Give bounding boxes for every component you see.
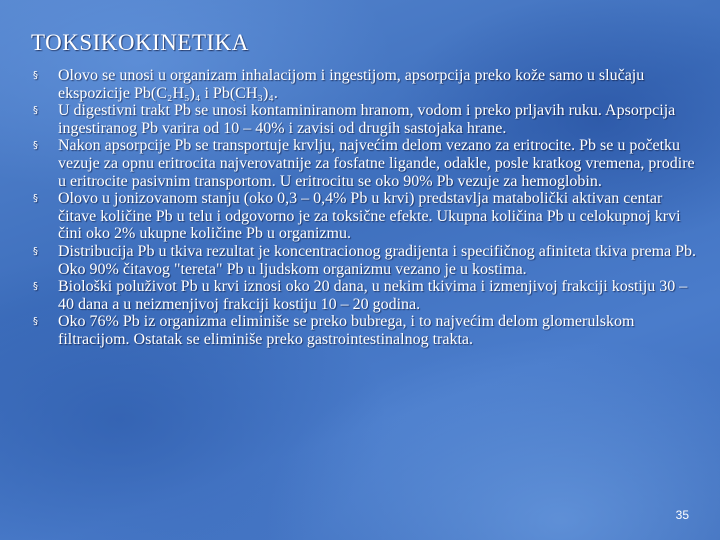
- slide-title: TOKSIKOKINETIKA: [31, 30, 249, 55]
- bullet-text: Olovo se unosi u organizam inhalacijom i ingestijom, apsorpcija preko kože samo u slučaju ekspozicije Pb(C₂H₅)₄ i Pb(CH₃)₄.: [58, 67, 645, 102]
- bullet-marker-icon: §: [33, 281, 38, 293]
- bullet-text: U digestivni trakt Pb se unosi kontaminiranom hranom, vodom i preko prljavih ruku. Apsorpcija ingestiranog Pb varira od 10 – 40% i zavisi od drugih sastojaka hrane.: [58, 102, 676, 137]
- page-number: 35: [675, 508, 689, 522]
- bullet-text: Distribucija Pb u tkiva rezultat je koncentracionog gradijenta i specifičnog afiniteta tkiva prema Pb. Oko 90% čitavog "tereta" Pb u ljudskom organizmu vezano je u kostima.: [58, 242, 697, 278]
- list-item: [33, 102, 703, 137]
- list-item: [33, 137, 703, 190]
- list-item: [33, 243, 703, 278]
- bullet-marker-icon: §: [33, 140, 38, 152]
- bullet-marker-icon: §: [33, 105, 38, 117]
- bullet-marker-icon: §: [33, 193, 38, 205]
- bullet-marker-icon: §: [33, 70, 38, 81]
- bullet-text: Olovo u jonizovanom stanju (oko 0,3 – 0,4% Pb u krvi) predstavlja matabolički aktivan centar čitave količine Pb u telu i odgovorno je za toksične efekte. Ukupna količina Pb u celokupnoj krvi čini oko 2% ukupne količine Pb u organizmu.: [58, 190, 681, 243]
- list-item: [33, 313, 703, 348]
- bullet-marker-icon: §: [33, 316, 38, 328]
- bullet-list: [33, 67, 703, 349]
- bullet-text: Oko 76% Pb iz organizma eliminiše se preko bubrega, i to najvećim delom glomerulskom filtracijom. Ostatak se eliminiše preko gastrointestinalnog trakta.: [58, 313, 635, 348]
- bullet-text: Biološki poluživot Pb u krvi iznosi oko 20 dana, u nekim tkivima i izmenjivoj frakciji kostiju 30 – 40 dana a u neizmenjivoj frakciji kostiju 10 – 20 godina.: [58, 278, 688, 313]
- list-item: [33, 67, 703, 102]
- list-item: [33, 190, 703, 243]
- bullet-text: Nakon apsorpcije Pb se transportuje krvlju, najvećim delom vezano za eritrocite. Pb se u početku vezuje za opnu eritrocita najverovatnije za fosfatne ligande, odakle, posle kratkog vremena, prodire u eritrocite pasivnim transportom. U eritrocitu se oko 90% Pb vezuje za hemoglobin.: [58, 137, 695, 190]
- bullet-marker-icon: §: [33, 245, 38, 257]
- list-item: [33, 278, 703, 313]
